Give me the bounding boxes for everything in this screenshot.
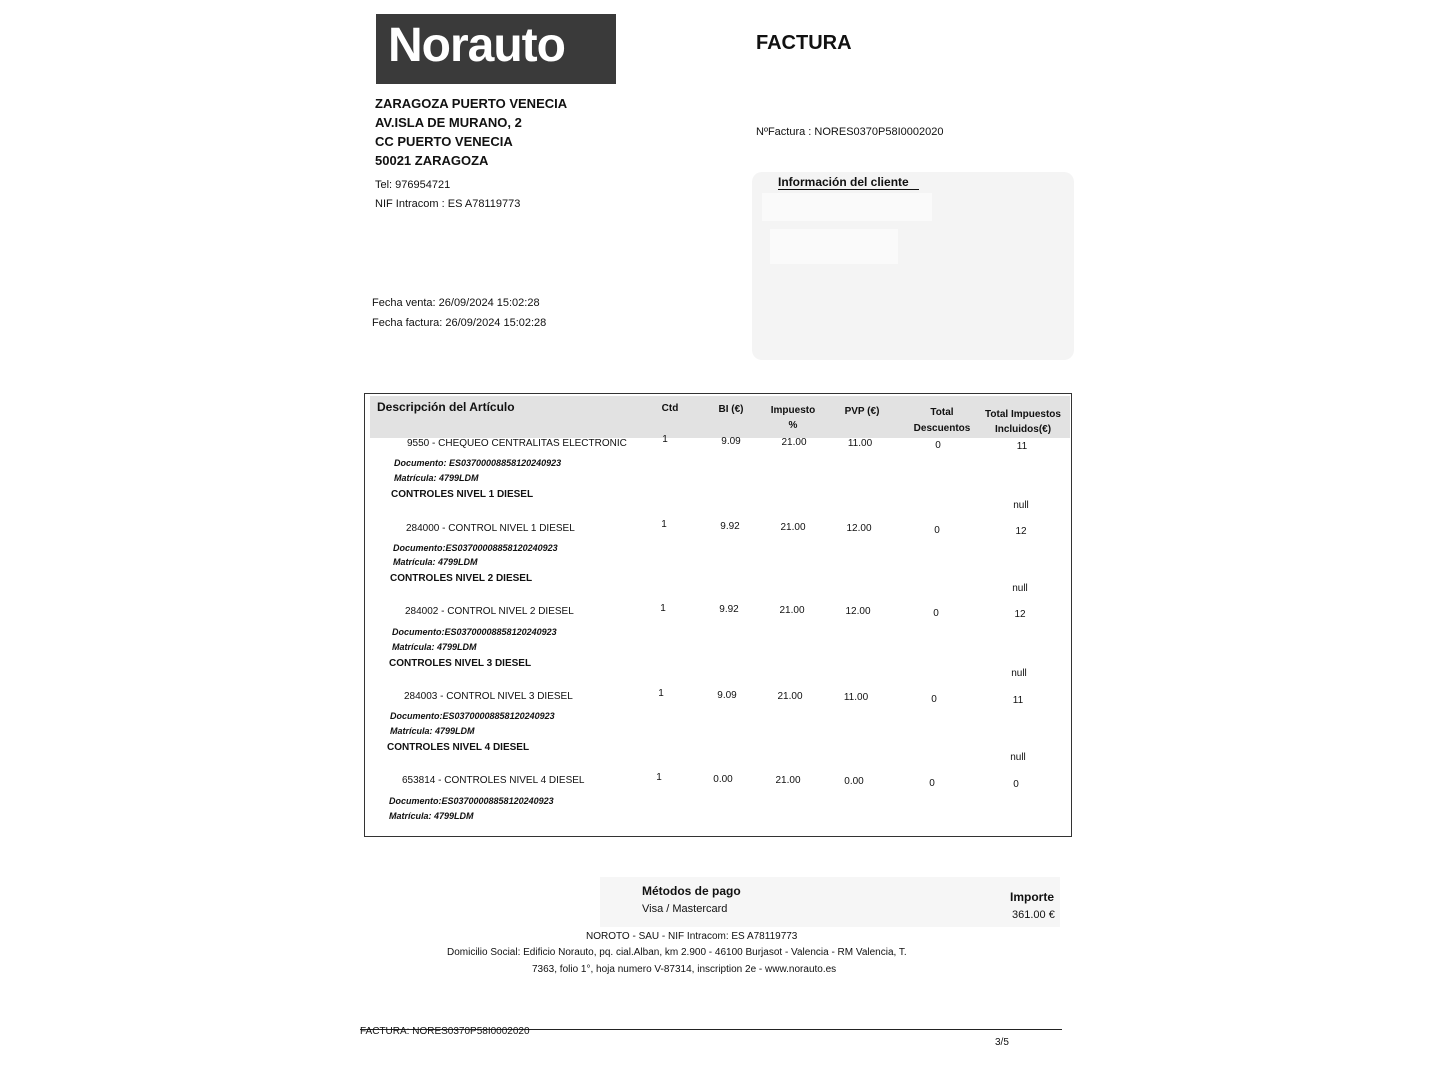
footer-address-2: 7363, folio 1°, hoja numero V-87314, inscription 2e - www.norauto.es bbox=[532, 964, 837, 975]
invoice-number: NºFactura : NORES0370P58I0002020 bbox=[756, 126, 944, 138]
store-address-line-2: AV.ISLA DE MURANO, 2 bbox=[375, 115, 522, 130]
item-quantity: 1 bbox=[658, 688, 664, 699]
item-description: 9550 - CHEQUEO CENTRALITAS ELECTRONIC bbox=[407, 438, 627, 449]
item-total: 11 bbox=[1012, 695, 1024, 706]
item-document: Documento:ES03700008858120240923 bbox=[393, 543, 558, 553]
item-plate: Matrícula: 4799LDM bbox=[393, 557, 478, 567]
section-title: CONTROLES NIVEL 4 DIESEL bbox=[387, 742, 530, 753]
item-tax: 21.00 bbox=[775, 775, 801, 786]
store-address-line-4: 50021 ZARAGOZA bbox=[375, 153, 489, 168]
redacted-client-line-1 bbox=[762, 193, 932, 221]
item-quantity: 1 bbox=[660, 603, 666, 614]
item-bi: 9.09 bbox=[717, 690, 737, 701]
item-null: null bbox=[1013, 500, 1029, 511]
item-quantity: 1 bbox=[662, 434, 668, 445]
footer-invoice-ref: FACTURA: NORES0370P58I0002020 bbox=[360, 1026, 530, 1037]
header-pvp: PVP (€) bbox=[844, 406, 880, 417]
item-null: null bbox=[1010, 752, 1026, 763]
payment-method: Visa / Mastercard bbox=[642, 903, 728, 915]
header-bi: BI (€) bbox=[718, 404, 744, 415]
item-plate: Matrícula: 4799LDM bbox=[389, 811, 474, 821]
amount-label: Importe bbox=[1010, 890, 1055, 904]
item-total: 0 bbox=[1013, 779, 1019, 790]
page-number: 3/5 bbox=[995, 1037, 1009, 1048]
item-pvp: 0.00 bbox=[844, 776, 864, 787]
header-tax: Impuesto bbox=[770, 405, 816, 416]
item-discount: 0 bbox=[929, 778, 935, 789]
item-bi: 9.92 bbox=[719, 604, 739, 615]
item-plate: Matrícula: 4799LDM bbox=[390, 726, 475, 736]
document-title: FACTURA bbox=[756, 32, 852, 54]
header-total-discounts-2: Descuentos bbox=[913, 423, 971, 434]
item-document: Documento:ES03700008858120240923 bbox=[392, 627, 557, 637]
header-total-taxes: Total Impuestos bbox=[985, 409, 1061, 420]
redacted-client-line-2 bbox=[770, 229, 898, 264]
item-total: 11 bbox=[1016, 441, 1028, 452]
store-nif: NIF Intracom : ES A78119773 bbox=[375, 198, 521, 210]
item-description: 653814 - CONTROLES NIVEL 4 DIESEL bbox=[402, 775, 585, 786]
section-title: CONTROLES NIVEL 3 DIESEL bbox=[389, 658, 532, 669]
item-plate: Matrícula: 4799LDM bbox=[392, 642, 477, 652]
item-tax: 21.00 bbox=[779, 605, 805, 616]
item-pvp: 12.00 bbox=[845, 606, 871, 617]
item-pvp: 11.00 bbox=[843, 692, 869, 703]
item-pvp: 11.00 bbox=[847, 438, 873, 449]
section-title: CONTROLES NIVEL 2 DIESEL bbox=[390, 573, 533, 584]
payment-title: Métodos de pago bbox=[642, 884, 741, 898]
invoice-date: Fecha factura: 26/09/2024 15:02:28 bbox=[372, 317, 547, 329]
item-total: 12 bbox=[1015, 526, 1027, 537]
header-description: Descripción del Artículo bbox=[377, 400, 515, 414]
item-null: null bbox=[1011, 668, 1027, 679]
item-total: 12 bbox=[1014, 609, 1026, 620]
footer-company: NOROTO - SAU - NIF Intracom: ES A78119773 bbox=[586, 931, 798, 942]
item-discount: 0 bbox=[933, 608, 939, 619]
header-total-discounts: Total bbox=[930, 407, 954, 418]
item-description: 284000 - CONTROL NIVEL 1 DIESEL bbox=[406, 523, 575, 534]
item-discount: 0 bbox=[931, 694, 937, 705]
item-document: Documento:ES03700008858120240923 bbox=[389, 796, 554, 806]
store-phone: Tel: 976954721 bbox=[375, 179, 451, 191]
item-document: Documento: ES03700008858120240923 bbox=[394, 458, 562, 468]
item-document: Documento:ES03700008858120240923 bbox=[390, 711, 555, 721]
client-title-underline bbox=[778, 189, 919, 190]
item-plate: Matrícula: 4799LDM bbox=[394, 473, 479, 483]
item-tax: 21.00 bbox=[781, 437, 807, 448]
item-quantity: 1 bbox=[661, 519, 667, 530]
item-discount: 0 bbox=[935, 440, 941, 451]
header-tax-percent: % bbox=[788, 420, 798, 431]
item-pvp: 12.00 bbox=[846, 523, 872, 534]
section-title: CONTROLES NIVEL 1 DIESEL bbox=[391, 489, 534, 500]
header-quantity: Ctd bbox=[661, 403, 679, 414]
store-address-line-3: CC PUERTO VENECIA bbox=[375, 134, 513, 149]
item-description: 284003 - CONTROL NIVEL 3 DIESEL bbox=[404, 691, 573, 702]
item-tax: 21.00 bbox=[780, 522, 806, 533]
client-info-title: Información del cliente bbox=[778, 175, 909, 189]
sale-date: Fecha venta: 26/09/2024 15:02:28 bbox=[372, 297, 540, 309]
item-bi: 0.00 bbox=[713, 774, 733, 785]
header-total-taxes-2: Incluidos(€) bbox=[994, 424, 1052, 435]
brand-logo-text: Norauto bbox=[388, 19, 565, 72]
footer-address-1: Domicilio Social: Edificio Norauto, pq. cial.Alban, km 2.900 - 46100 Burjasot - Valencia - RM Valencia, T. bbox=[447, 947, 907, 958]
item-bi: 9.09 bbox=[721, 436, 741, 447]
store-address-line-1: ZARAGOZA PUERTO VENECIA bbox=[375, 96, 568, 111]
item-null: null bbox=[1012, 583, 1028, 594]
item-quantity: 1 bbox=[656, 772, 662, 783]
amount-value: 361.00 € bbox=[1012, 909, 1055, 921]
item-tax: 21.00 bbox=[777, 691, 803, 702]
item-description: 284002 - CONTROL NIVEL 2 DIESEL bbox=[405, 606, 574, 617]
item-discount: 0 bbox=[934, 525, 940, 536]
item-bi: 9.92 bbox=[720, 521, 740, 532]
